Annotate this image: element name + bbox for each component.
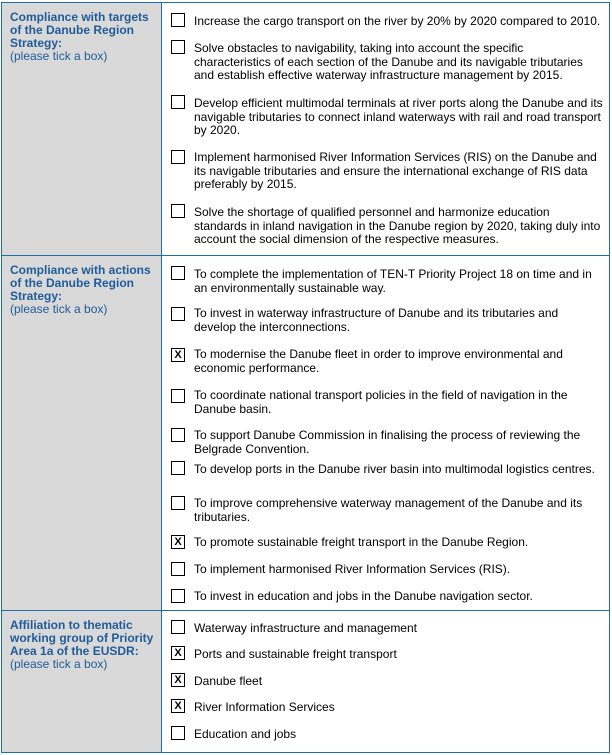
checkbox-label: Implement harmonised River Information Services (RIS) on the Danube and its navigable tributaries and ensure the international exchange of RIS data preferably by 2015.: [194, 150, 597, 191]
checkbox-label: Develop efficient multimodal terminals at river ports along the Danube and its navigable tributaries to connect inland waterways with rail and road transport by 2020.: [194, 96, 603, 137]
checkbox-label: Danube fleet: [194, 674, 263, 688]
checkbox-item[interactable]: [162, 552, 609, 579]
section-items: [162, 256, 610, 611]
section-hint: (please tick a box): [10, 302, 108, 316]
checkbox-label: To complete the implementation of TEN-T Priority Project 18 on time and in an environmentally sustainable way.: [194, 267, 592, 295]
section-label: [2, 3, 162, 256]
checkbox-label: Solve the shortage of qualified personnel and harmonize education standards in inland navigation in the Danube region by 2020, taking duly into account the social dimension of the respective measures.: [194, 205, 601, 246]
checkbox-item[interactable]: [162, 194, 609, 255]
checkbox[interactable]: X: [171, 699, 185, 713]
section-hint: (please tick a box): [10, 49, 108, 63]
checkbox[interactable]: [171, 389, 185, 403]
checkbox-item[interactable]: [162, 378, 609, 418]
checkbox-label: To promote sustainable freight transport in the Danube Region.: [194, 535, 529, 549]
checkbox-label: To support Danube Commission in finalising the process of reviewing the Belgrade Convention.: [194, 428, 581, 456]
checkbox[interactable]: X: [171, 348, 185, 362]
checkbox-item[interactable]: [162, 611, 609, 637]
section-title: Compliance with actions of the Danube Region Strategy:: [10, 263, 151, 303]
checkbox-item[interactable]: [162, 579, 609, 610]
checkbox[interactable]: [171, 620, 185, 634]
section-title: Affiliation to thematic working group of Priority Area 1a of the EUSDR:: [10, 618, 154, 658]
checkbox[interactable]: [171, 150, 185, 164]
checkbox-item[interactable]: [162, 256, 609, 296]
checkbox[interactable]: X: [171, 535, 185, 549]
checkbox-item[interactable]: [162, 690, 609, 717]
checkbox-item[interactable]: [162, 85, 609, 140]
checkbox-item[interactable]: [162, 3, 609, 30]
checkbox-item[interactable]: [162, 486, 609, 525]
checkbox[interactable]: [171, 726, 185, 740]
section-row: [2, 256, 610, 611]
checkbox[interactable]: [171, 428, 185, 442]
checkbox[interactable]: [171, 562, 185, 576]
checkbox-label: To implement harmonised River Information Services (RIS).: [194, 562, 511, 576]
checkbox[interactable]: [171, 40, 185, 54]
checkbox-item[interactable]: [162, 140, 609, 194]
checkbox-item[interactable]: [162, 337, 609, 378]
section-items: [162, 611, 610, 753]
checkbox-label: To invest in education and jobs in the Danube navigation sector.: [194, 589, 533, 603]
checkbox-label: To improve comprehensive waterway management of the Danube and its tributaries.: [194, 496, 583, 524]
checkbox-label: River Information Services: [194, 700, 335, 714]
checkbox[interactable]: [171, 461, 185, 475]
checkbox-item[interactable]: [162, 664, 609, 690]
checkbox-label: Increase the cargo transport on the river by 20% by 2020 compared to 2010.: [194, 14, 601, 28]
checkbox-item[interactable]: [162, 637, 609, 664]
checkbox[interactable]: [171, 13, 185, 27]
checkbox-item[interactable]: [162, 525, 609, 552]
checkbox[interactable]: [171, 496, 185, 510]
checkbox-label: To modernise the Danube fleet in order to improve environmental and economic performance.: [194, 347, 563, 375]
checkbox-label: To invest in waterway infrastructure of Danube and its tributaries and develop the interconnections.: [194, 306, 559, 334]
section-row: [2, 3, 610, 256]
checkbox-label: To coordinate national transport policies in the field of navigation in the Danube basin.: [194, 388, 568, 416]
checkbox[interactable]: [171, 307, 185, 321]
checkbox-label: Solve obstacles to navigability, taking into account the specific characteristics of each section of the Danube and its navigable tributaries and establish effective waterway infrastructure management by 2015.: [194, 41, 583, 82]
checkbox[interactable]: [171, 589, 185, 603]
checkbox[interactable]: [171, 95, 185, 109]
checkbox-item[interactable]: [162, 418, 609, 456]
checkbox-item[interactable]: [162, 30, 609, 85]
section-items: [162, 3, 610, 256]
checkbox-label: Ports and sustainable freight transport: [194, 647, 397, 661]
form-table: [1, 2, 610, 753]
checkbox-label: To develop ports in the Danube river basin into multimodal logistics centres.: [194, 462, 595, 476]
checkbox[interactable]: [171, 266, 185, 280]
section-label: [2, 256, 162, 611]
section-hint: (please tick a box): [10, 657, 108, 671]
checkbox[interactable]: X: [171, 646, 185, 660]
section-label: [2, 611, 162, 753]
checkbox-item[interactable]: [162, 296, 609, 337]
section-title: Compliance with targets of the Danube Region Strategy:: [10, 10, 149, 50]
checkbox[interactable]: X: [171, 673, 185, 687]
checkbox-label: Waterway infrastructure and management: [194, 621, 417, 635]
checkbox-item[interactable]: [162, 717, 609, 747]
checkbox[interactable]: [171, 204, 185, 218]
section-row: [2, 611, 610, 753]
checkbox-item[interactable]: [162, 451, 609, 486]
checkbox-label: Education and jobs: [194, 727, 297, 741]
